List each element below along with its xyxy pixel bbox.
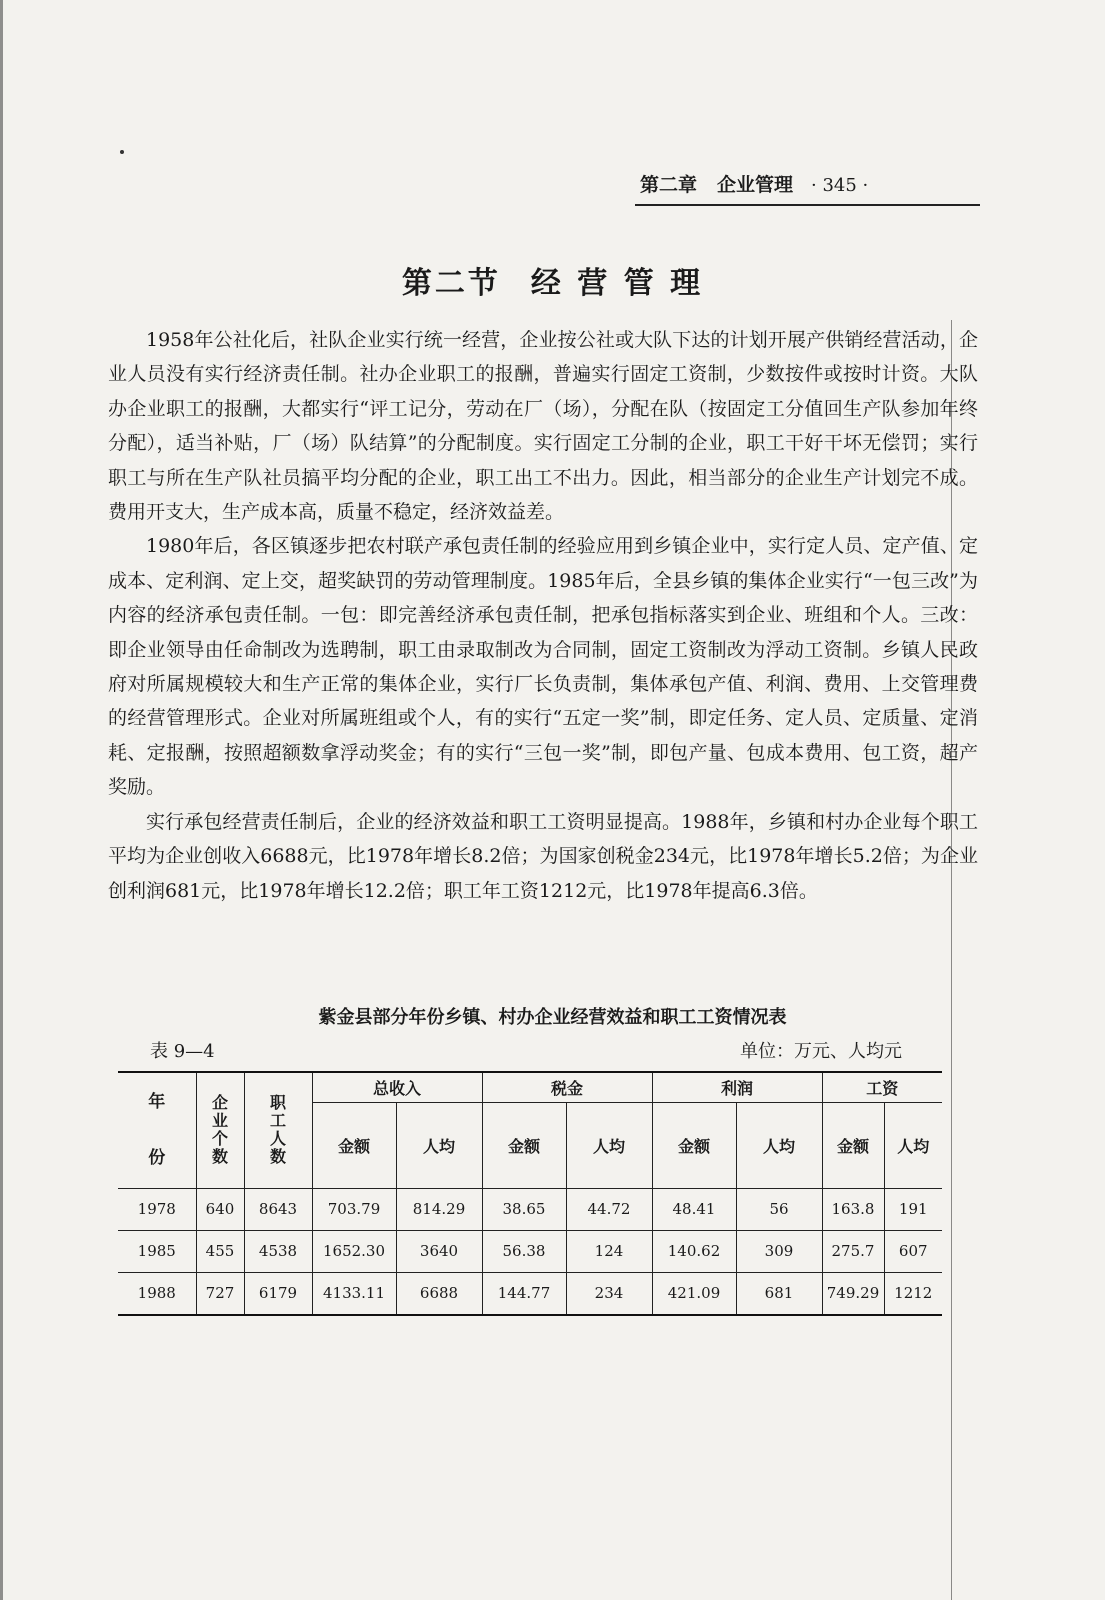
header-amount: 金额	[652, 1102, 736, 1188]
table-row	[118, 1230, 942, 1272]
table-cell: 421.09	[652, 1272, 736, 1315]
cell-year: 1988	[118, 1272, 196, 1315]
table-cell: 56.38	[482, 1230, 566, 1272]
paragraph-3: 实行承包经营责任制后，企业的经济效益和职工工资明显提高。1988年，乡镇和村办企业每个职工平均为企业创收入6688元，比1978年增长8.2倍；为国家创税金234元，比1978年增长5.2倍；为企业创利润681元，比1978年增长12.2倍；职工年工资1212元，比1978年提高6.3倍。	[108, 810, 978, 902]
header-year-bottom: 份	[148, 1148, 166, 1169]
table-cell: 140.62	[652, 1230, 736, 1272]
table-cell: 44.72	[566, 1188, 652, 1230]
table-cell: 38.65	[482, 1188, 566, 1230]
table-cell: 4538	[244, 1230, 312, 1272]
table-cell: 56	[736, 1188, 822, 1230]
table-cell: 681	[736, 1272, 822, 1315]
table-cell: 6688	[396, 1272, 482, 1315]
table-cell: 455	[196, 1230, 244, 1272]
table-cell: 3640	[396, 1230, 482, 1272]
table-cell: 703.79	[312, 1188, 396, 1230]
table-cell: 749.29	[822, 1272, 884, 1315]
header-per-capita: 人均	[736, 1102, 822, 1188]
table-cell: 1652.30	[312, 1230, 396, 1272]
header-rule	[635, 204, 980, 206]
header-workers: 职工人数	[244, 1072, 312, 1188]
header-year-top: 年	[148, 1092, 166, 1113]
table-cell: 163.8	[822, 1188, 884, 1230]
header-amount: 金额	[482, 1102, 566, 1188]
header-amount: 金额	[312, 1102, 396, 1188]
table-cell: 124	[566, 1230, 652, 1272]
table-cell: 607	[884, 1230, 942, 1272]
header-group-wages: 工资	[822, 1072, 942, 1102]
table-row	[118, 1188, 942, 1230]
table-cell: 6179	[244, 1272, 312, 1315]
header-enterprises: 企业个数	[196, 1072, 244, 1188]
table-cell: 727	[196, 1272, 244, 1315]
table-cell: 191	[884, 1188, 942, 1230]
section-number: 第二节	[401, 266, 501, 301]
paragraph-1: 1958年公社化后，社队企业实行统一经营，企业按公社或大队下达的计划开展产供销经营活动，企业人员没有实行经济责任制。社办企业职工的报酬，普遍实行固定工资制，少数按件或按时计资。大队办企业职工的报酬，大都实行“评工记分，劳动在厂（场），分配在队（按固定工分值回生产队参加年终分配），适当补贴，厂（场）队结算”的分配制度。实行固定工分制的企业，职工干好干坏无偿罚；实行职工与所在生产队社员搞平均分配的企业，职工出工不出力。因此，相当部分的企业生产计划完不成。费用开支大，生产成本高，质量不稳定，经济效益差。	[108, 329, 978, 524]
paragraph-2: 1980年后，各区镇逐步把农村联产承包责任制的经验应用到乡镇企业中，实行定人员、定产值、定成本、定利润、定上交，超奖缺罚的劳动管理制度。1985年后，全县乡镇的集体企业实行“一包三改”为内容的经济承包责任制。一包：即完善经济承包责任制，把承包指标落实到企业、班组和个人。三改：即企业领导由任命制改为选聘制，职工由录取制改为合同制，固定工资制改为浮动工资制。乡镇人民政府对所属规模较大和生产正常的集体企业，实行厂长负责制，集体承包产值、利润、费用、上交管理费的经营管理形式。企业对所属班组或个人，有的实行“五定一奖”制，即定任务、定人员、定质量、定消耗、定报酬，按照超额数拿浮动奖金；有的实行“三包一奖”制，即包产量、包成本费用、包工资，超产奖励。	[108, 535, 978, 799]
table-cell: 48.41	[652, 1188, 736, 1230]
table-cell: 275.7	[822, 1230, 884, 1272]
header-year	[118, 1072, 196, 1188]
page-number: · 345 ·	[811, 175, 869, 196]
header-group-tax: 税金	[482, 1072, 652, 1102]
header-per-capita: 人均	[566, 1102, 652, 1188]
cell-year: 1978	[118, 1188, 196, 1230]
data-table	[118, 1071, 942, 1316]
section-title	[0, 258, 1105, 302]
running-head-chapter: 第二章	[640, 174, 698, 196]
cell-year: 1985	[118, 1230, 196, 1272]
table-row	[118, 1272, 942, 1315]
table-cell: 309	[736, 1230, 822, 1272]
header-amount: 金额	[822, 1102, 884, 1188]
running-head	[640, 170, 980, 200]
table-title: 紫金县部分年份乡镇、村办企业经营效益和职工工资情况表	[318, 1007, 787, 1028]
header-per-capita: 人均	[396, 1102, 482, 1188]
header-per-capita: 人均	[884, 1102, 942, 1188]
header-group-revenue: 总收入	[312, 1072, 482, 1102]
table-unit: 单位：万元、人均元	[740, 1041, 902, 1062]
scan-speck	[120, 150, 124, 154]
table-cell: 234	[566, 1272, 652, 1315]
table-cell: 640	[196, 1188, 244, 1230]
section-name: 经 营 管 理	[530, 266, 704, 301]
table-cell: 144.77	[482, 1272, 566, 1315]
body-text	[108, 323, 978, 908]
table-number: 表 9—4	[150, 1041, 215, 1062]
table-cell: 1212	[884, 1272, 942, 1315]
page-edge-shadow	[0, 0, 3, 1600]
table-cell: 4133.11	[312, 1272, 396, 1315]
running-head-section: 企业管理	[717, 174, 794, 196]
table-cell: 8643	[244, 1188, 312, 1230]
table-cell: 814.29	[396, 1188, 482, 1230]
header-group-profit: 利润	[652, 1072, 822, 1102]
